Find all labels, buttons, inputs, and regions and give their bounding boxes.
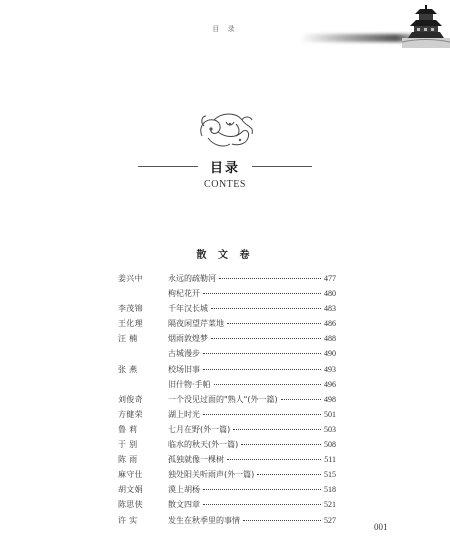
entry-title: 孤独就像一棵树 [168, 455, 224, 465]
toc-entry[interactable] [118, 469, 336, 481]
entry-author: 刘俊奇 [118, 394, 143, 404]
leader-dots [227, 321, 321, 324]
entry-page: 508 [324, 440, 336, 450]
leader-dots [211, 336, 321, 339]
entry-title: 七月在野(外一篇) [168, 424, 231, 434]
entry-page: 511 [324, 455, 336, 465]
title-rule-right [252, 166, 312, 167]
toc-entry[interactable] [118, 454, 336, 466]
leader-dots [219, 276, 321, 279]
section-heading: 散 文 卷 [196, 250, 254, 261]
toc-entry[interactable] [118, 348, 336, 360]
leader-dots [203, 367, 321, 370]
toc-title: 目录 [209, 160, 240, 176]
leader-dots [203, 351, 321, 354]
entry-page: 501 [324, 409, 336, 419]
entry-page: 503 [324, 424, 336, 434]
entry-author: 陈思侠 [118, 500, 143, 510]
entry-author: 张 燕 [118, 364, 138, 374]
entry-title: 校场旧事 [168, 364, 200, 374]
entry-author: 方健荣 [118, 409, 143, 419]
entry-title: 千年汉长城 [168, 304, 208, 314]
entry-title: 旧什物·手帕 [168, 379, 211, 389]
entry-title: 漠上胡杨 [168, 485, 200, 495]
leader-dots [203, 291, 321, 294]
entry-page: 490 [324, 349, 336, 359]
entry-author: 李茂锦 [118, 304, 143, 314]
entry-title: 一个没见过面的"熟人"(外一篇) [168, 394, 278, 404]
entry-title: 隔夜闲望芹菜地 [168, 319, 224, 329]
running-head: 目 录 [212, 25, 238, 33]
entry-page: 496 [324, 379, 336, 389]
entry-author: 鲁 莉 [118, 424, 138, 434]
toc-entry[interactable] [118, 409, 336, 421]
dunhuang-ornament-icon [196, 108, 256, 150]
entry-title: 枸杞花开 [168, 289, 200, 299]
leader-dots [257, 472, 321, 475]
toc-entry[interactable] [118, 394, 336, 406]
page-number: 001 [374, 522, 388, 532]
toc-subtitle: CONTES [204, 179, 246, 190]
toc-entry[interactable] [118, 333, 336, 345]
entry-author: 陈 雨 [118, 455, 138, 465]
entry-title: 独处阳关听雨声(外一篇) [168, 470, 255, 480]
toc-entry[interactable] [118, 303, 336, 315]
leader-dots [241, 442, 321, 445]
toc-entry[interactable] [118, 439, 336, 451]
pagoda-illustration-icon [402, 4, 450, 48]
toc-entry[interactable] [118, 318, 336, 330]
toc-entry[interactable] [118, 379, 336, 391]
entry-title: 散文四章 [168, 500, 200, 510]
entry-author: 姜兴中 [118, 274, 143, 283]
toc-list [118, 273, 336, 530]
entry-author: 王化理 [118, 319, 143, 329]
leader-dots [214, 382, 321, 385]
entry-page: 515 [324, 470, 336, 480]
entry-author: 麻守仕 [118, 470, 143, 480]
entry-title: 湖上时光 [168, 409, 200, 419]
entry-author: 许 实 [118, 515, 138, 525]
entry-page: 518 [324, 485, 336, 495]
entry-author: 胡文娟 [118, 485, 143, 495]
entry-author: 于 别 [118, 440, 138, 450]
leader-dots [227, 457, 321, 460]
entry-title: 永远的疏勒河 [168, 274, 216, 283]
entry-page: 477 [324, 274, 336, 283]
entry-title: 古城漫步 [168, 349, 200, 359]
leader-dots [243, 518, 321, 521]
toc-title-row [0, 157, 450, 175]
entry-page: 498 [324, 394, 336, 404]
leader-dots [233, 427, 321, 430]
toc-entry[interactable] [118, 273, 336, 285]
entry-page: 527 [324, 515, 336, 525]
toc-entry[interactable] [118, 515, 336, 527]
entry-page: 521 [324, 500, 336, 510]
entry-page: 493 [324, 364, 336, 374]
entry-page: 488 [324, 334, 336, 344]
leader-dots [281, 397, 321, 400]
toc-entry[interactable] [118, 288, 336, 300]
title-rule-left [138, 166, 198, 167]
entry-page: 480 [324, 289, 336, 299]
entry-page: 486 [324, 319, 336, 329]
leader-dots [211, 306, 321, 309]
toc-entry[interactable] [118, 484, 336, 496]
toc-entry[interactable] [118, 364, 336, 376]
leader-dots [203, 487, 321, 490]
toc-entry[interactable] [118, 424, 336, 436]
entry-author: 汪 楠 [118, 334, 138, 344]
leader-dots [203, 502, 321, 505]
entry-title: 发生在秋季里的事情 [168, 515, 240, 525]
leader-dots [203, 412, 321, 415]
entry-title: 烟雨敦煌梦 [168, 334, 208, 344]
entry-page: 483 [324, 304, 336, 314]
entry-title: 临水的秋天(外一篇) [168, 440, 239, 450]
toc-entry[interactable] [118, 499, 336, 511]
